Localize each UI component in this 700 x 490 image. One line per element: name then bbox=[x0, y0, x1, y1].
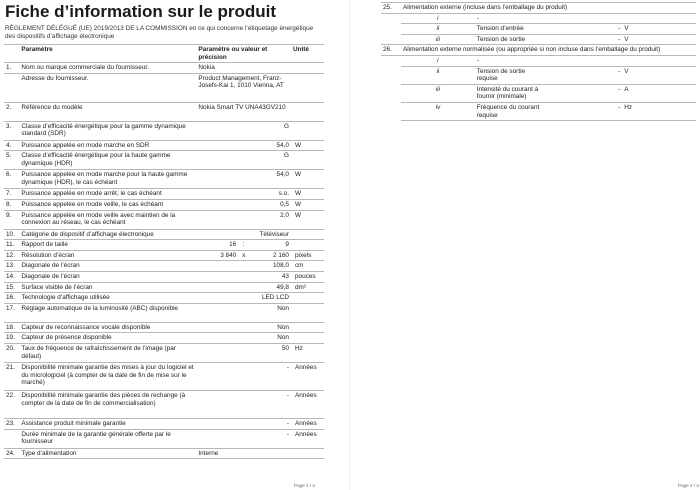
row-number bbox=[4, 73, 19, 102]
product-info-table bbox=[4, 44, 324, 459]
table-row bbox=[4, 189, 324, 200]
row-value: LED LCD bbox=[196, 293, 291, 304]
row-value: - bbox=[196, 362, 291, 390]
sub-label: - bbox=[475, 13, 549, 24]
row-number: 3. bbox=[4, 121, 19, 140]
row-label: Réglage automatique de la luminosité (ABC) disponible bbox=[19, 303, 196, 322]
row-label: Diagonale de l’écran bbox=[19, 271, 196, 282]
row-number: 16. bbox=[4, 293, 19, 304]
header-value: Paramètre ou valeur et précision bbox=[196, 45, 291, 63]
row-unit bbox=[291, 229, 324, 240]
section-number: 26. bbox=[381, 45, 401, 56]
header-unit: Unité bbox=[291, 45, 324, 63]
row-label: Puissance appelée en mode veille, le cas échéant bbox=[19, 199, 196, 210]
table-row bbox=[4, 121, 324, 140]
row-unit: W bbox=[291, 210, 324, 229]
row-label: Diagonale de l’écran bbox=[19, 261, 196, 272]
table-row bbox=[4, 151, 324, 170]
page-2 bbox=[350, 0, 700, 490]
row-number: 15. bbox=[4, 282, 19, 293]
row-unit bbox=[291, 322, 324, 333]
table-header-row bbox=[4, 45, 324, 63]
section-number: 25. bbox=[381, 3, 401, 14]
row-value: Interne bbox=[196, 448, 291, 459]
sub-label: Intensité du courant à fournir (minimale) bbox=[475, 84, 549, 102]
row-value: Non bbox=[196, 333, 291, 344]
row-value: Non bbox=[196, 322, 291, 333]
row-unit: W bbox=[291, 199, 324, 210]
table-row bbox=[4, 271, 324, 282]
row-value: - bbox=[196, 429, 291, 448]
row-label: Type d’alimentation bbox=[19, 448, 196, 459]
row-label: Technologie d’affichage utilisée bbox=[19, 293, 196, 304]
row-unit bbox=[291, 303, 324, 322]
row-label: Rapport de taille bbox=[19, 240, 196, 251]
sub-index: iii bbox=[401, 84, 475, 102]
row-label: Puissance appelée en mode marche en SDR bbox=[19, 140, 196, 151]
value-part-2: 2 160 bbox=[249, 250, 291, 261]
sub-label: Tension de sortie requise bbox=[475, 66, 549, 84]
row-number: 5. bbox=[4, 151, 19, 170]
row-value: - bbox=[196, 418, 291, 429]
sub-value: - bbox=[549, 66, 623, 84]
row-number: 9. bbox=[4, 210, 19, 229]
row-unit: cm bbox=[291, 261, 324, 272]
row-unit bbox=[291, 448, 324, 459]
row-number: 18. bbox=[4, 322, 19, 333]
row-label: Puissance appelée en mode marche pour la haute gamme dynamique (HDR), le cas échéant bbox=[19, 170, 196, 189]
sub-unit: A bbox=[622, 84, 696, 102]
sub-label: Tension d’entrée bbox=[475, 24, 549, 35]
row-unit bbox=[291, 121, 324, 140]
row-value: Nokia bbox=[196, 63, 291, 74]
row-label: Puissance appelée en mode arrêt, le cas échéant bbox=[19, 189, 196, 200]
table-row bbox=[4, 429, 324, 448]
row-value: G bbox=[196, 121, 291, 140]
table-row bbox=[4, 343, 324, 362]
row-unit bbox=[291, 73, 324, 102]
row-number: 20. bbox=[4, 343, 19, 362]
page-title: Fiche d’information sur le produit bbox=[5, 2, 277, 21]
table-row bbox=[4, 322, 324, 333]
row-label: Classe d’efficacité énergétique pour la gamme dynamique standard (SDR) bbox=[19, 121, 196, 140]
table-row bbox=[4, 140, 324, 151]
section-title: Alimentation externe (incluse dans l’emballage du produit) bbox=[401, 3, 696, 14]
value-separator: x bbox=[238, 250, 249, 261]
row-value: - bbox=[196, 390, 291, 418]
sub-index: iv bbox=[401, 102, 475, 120]
table-row bbox=[4, 448, 324, 459]
sub-row bbox=[381, 66, 696, 84]
page-number: Page 1 / 2 bbox=[294, 483, 315, 488]
row-number: 21. bbox=[4, 362, 19, 390]
sub-row bbox=[381, 24, 696, 35]
row-value: 43 bbox=[196, 271, 291, 282]
sub-label: Fréquence du courant requise bbox=[475, 102, 549, 120]
row-value: Téléviseur bbox=[196, 229, 291, 240]
row-unit bbox=[291, 102, 324, 121]
table-row bbox=[4, 282, 324, 293]
row-label: Capteur de reconnaissance vocale disponible bbox=[19, 322, 196, 333]
row-unit bbox=[291, 333, 324, 344]
sub-row bbox=[381, 84, 696, 102]
row-unit bbox=[291, 293, 324, 304]
row-number: 6. bbox=[4, 170, 19, 189]
table-row bbox=[4, 293, 324, 304]
table-row bbox=[4, 240, 324, 251]
row-number: 17. bbox=[4, 303, 19, 322]
row-number: 22. bbox=[4, 390, 19, 418]
value-separator: : bbox=[238, 240, 249, 251]
row-number: 14. bbox=[4, 271, 19, 282]
row-label: Assistance produit minimale garantie bbox=[19, 418, 196, 429]
row-number: 7. bbox=[4, 189, 19, 200]
table-row bbox=[4, 229, 324, 240]
row-value: Nokia Smart TV UNA43GV210 bbox=[196, 102, 291, 121]
row-number: 12. bbox=[4, 250, 19, 261]
sub-row bbox=[381, 34, 696, 45]
sub-index: ii bbox=[401, 66, 475, 84]
row-number: 8. bbox=[4, 199, 19, 210]
table-row bbox=[4, 362, 324, 390]
table-row bbox=[4, 210, 324, 229]
sub-index: ii bbox=[401, 24, 475, 35]
sub-index: i bbox=[401, 55, 475, 66]
sub-row bbox=[381, 55, 696, 66]
table-row bbox=[4, 250, 324, 261]
header-param: Paramètre bbox=[19, 45, 196, 63]
sub-unit: V bbox=[622, 34, 696, 45]
row-label: Adresse du fournisseur. bbox=[19, 73, 196, 102]
table-row bbox=[4, 63, 324, 74]
page-number: Page 2 / 2 bbox=[678, 483, 699, 488]
row-unit bbox=[291, 151, 324, 170]
table-row bbox=[4, 261, 324, 272]
section-title: Alimentation externe normalisée (ou appropriée si non incluse dans l’emballage du produit) bbox=[401, 45, 696, 56]
sub-value: - bbox=[549, 84, 623, 102]
row-unit bbox=[291, 240, 324, 251]
row-number: 2. bbox=[4, 102, 19, 121]
value-part-1: 3 840 bbox=[196, 250, 238, 261]
row-value: Non bbox=[196, 303, 291, 322]
row-value: 0,5 bbox=[196, 199, 291, 210]
row-label: Puissance appelée en mode veille avec maintien de la connexion au réseau, le cas échéant bbox=[19, 210, 196, 229]
row-number: 13. bbox=[4, 261, 19, 272]
sub-index: i bbox=[401, 13, 475, 24]
row-number: 19. bbox=[4, 333, 19, 344]
value-part-2: 9 bbox=[249, 240, 291, 251]
row-unit: W bbox=[291, 189, 324, 200]
row-unit: W bbox=[291, 170, 324, 189]
sub-value: - bbox=[549, 102, 623, 120]
row-unit: Hz bbox=[291, 343, 324, 362]
sub-label: Tension de sortie bbox=[475, 34, 549, 45]
sub-row bbox=[381, 102, 696, 120]
row-label: Référence du modèle bbox=[19, 102, 196, 121]
row-value: s.o. bbox=[196, 189, 291, 200]
row-unit: Années bbox=[291, 429, 324, 448]
sub-unit: V bbox=[622, 66, 696, 84]
sub-value: - bbox=[549, 24, 623, 35]
table-row bbox=[4, 333, 324, 344]
table-row bbox=[4, 170, 324, 189]
table-row bbox=[4, 303, 324, 322]
row-value: 54,0 bbox=[196, 140, 291, 151]
sub-unit bbox=[622, 13, 696, 24]
table-row bbox=[4, 390, 324, 418]
row-value: 108,0 bbox=[196, 261, 291, 272]
table-row bbox=[4, 418, 324, 429]
row-label: Catégorie de dispositif d’affichage électronique bbox=[19, 229, 196, 240]
regulation-subtitle: RÈGLEMENT DÉLÉGUÉ (UE) 2019/2013 DE LA COMMISSION en ce qui concerne l’étiquetage énergétique des dispositifs d’affichage électronique bbox=[5, 25, 314, 40]
sub-index: iii bbox=[401, 34, 475, 45]
sub-value: - bbox=[549, 34, 623, 45]
row-value: Product Management, Franz-Josefs-Kai 1, 1010 Vienna, AT bbox=[196, 73, 291, 102]
row-value: 54,0 bbox=[196, 170, 291, 189]
row-value: 2,0 bbox=[196, 210, 291, 229]
section-header-row bbox=[381, 3, 696, 14]
row-label: Surface visible de l’écran bbox=[19, 282, 196, 293]
external-power-table bbox=[381, 2, 696, 121]
row-unit: Années bbox=[291, 418, 324, 429]
section-header-row bbox=[381, 45, 696, 56]
row-unit: Années bbox=[291, 362, 324, 390]
row-number: 11. bbox=[4, 240, 19, 251]
row-number: 1. bbox=[4, 63, 19, 74]
row-label: Nom ou marque commerciale du fournisseur. bbox=[19, 63, 196, 74]
sub-label: - bbox=[475, 55, 549, 66]
row-label: Disponibilité minimale garantie des mises à jour du logiciel et du micrologiciel (à compter de la date de fin de mise sur le marché) bbox=[19, 362, 196, 390]
value-part-1: 16 bbox=[196, 240, 238, 251]
row-unit: pixels bbox=[291, 250, 324, 261]
row-number bbox=[4, 429, 19, 448]
row-value: 49,8 bbox=[196, 282, 291, 293]
row-label: Classe d’efficacité énergétique pour la haute gamme dynamique (HDR) bbox=[19, 151, 196, 170]
row-label: Durée minimale de la garantie générale offerte par le fournisseur bbox=[19, 429, 196, 448]
row-value: G bbox=[196, 151, 291, 170]
row-label: Disponibilité minimale garantie des pièces de rechange (à compter de la date de fin de commercialisation) bbox=[19, 390, 196, 418]
row-value: 50 bbox=[196, 343, 291, 362]
row-unit bbox=[291, 63, 324, 74]
row-unit: W bbox=[291, 140, 324, 151]
row-label: Taux de fréquence de rafraîchissement de l’image (par défaut) bbox=[19, 343, 196, 362]
sub-value bbox=[549, 55, 623, 66]
table-row bbox=[4, 102, 324, 121]
row-number: 4. bbox=[4, 140, 19, 151]
row-unit: dm² bbox=[291, 282, 324, 293]
sub-unit: Hz bbox=[622, 102, 696, 120]
table-row bbox=[4, 73, 324, 102]
sub-value bbox=[549, 13, 623, 24]
row-number: 10. bbox=[4, 229, 19, 240]
row-unit: pouces bbox=[291, 271, 324, 282]
row-label: Capteur de présence disponible bbox=[19, 333, 196, 344]
row-number: 23. bbox=[4, 418, 19, 429]
row-label: Résolution d’écran bbox=[19, 250, 196, 261]
sub-unit: V bbox=[622, 24, 696, 35]
sub-row bbox=[381, 13, 696, 24]
row-unit: Années bbox=[291, 390, 324, 418]
sub-unit bbox=[622, 55, 696, 66]
row-number: 24. bbox=[4, 448, 19, 459]
table-row bbox=[4, 199, 324, 210]
